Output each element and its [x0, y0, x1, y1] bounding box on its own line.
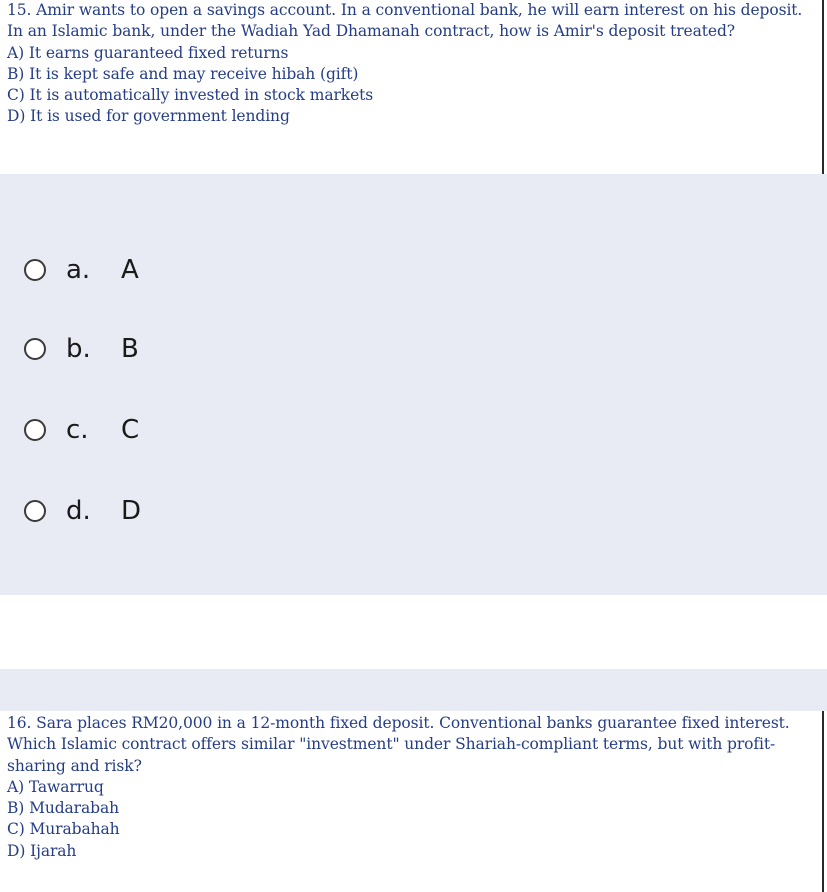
option-d[interactable]: [24, 491, 141, 531]
option-b-label: B: [121, 334, 139, 364]
question-separator: [0, 595, 827, 669]
question-16-choice-b: B) Mudarabah: [7, 799, 119, 818]
radio-button-b[interactable]: [24, 338, 46, 360]
question-16-choice-a: A) Tawarruq: [7, 777, 104, 796]
question-16-stem: 16. Sara places RM20,000 in a 12-month fixed deposit. Conventional banks guarantee fixed interest. Which Islamic contract offers similar "investment" under Shariah-compliant terms, but with profit-sharing and risk?: [7, 714, 790, 775]
option-c-label: C: [121, 415, 140, 445]
option-a-label: A: [121, 255, 139, 285]
radio-button-d[interactable]: [24, 500, 46, 522]
radio-button-a[interactable]: [24, 259, 46, 281]
question-16-text-block: [0, 711, 824, 892]
option-c-letter: c.: [66, 415, 89, 445]
answer-panel: [0, 174, 827, 595]
question-16-choice-d: D) Ijarah: [7, 841, 77, 860]
option-b-letter: b.: [66, 334, 91, 364]
option-b[interactable]: [24, 329, 139, 369]
question-15-choice-d: D) It is used for government lending: [7, 107, 290, 126]
question-15-choice-a: A) It earns guaranteed fixed returns: [7, 43, 289, 62]
question-15-text-block: [0, 0, 824, 174]
question-15-stem: 15. Amir wants to open a savings account. In a conventional bank, he will earn interest on his deposit. In an Islamic bank, under the Wadiah Yad Dhamanah contract, how is Amir's deposit treated?: [7, 1, 803, 41]
option-a[interactable]: [24, 250, 139, 290]
radio-button-c[interactable]: [24, 419, 46, 441]
question-16-panel-top: [0, 669, 827, 711]
question-16-choice-c: C) Murabahah: [7, 820, 120, 839]
option-a-letter: a.: [66, 255, 91, 285]
question-15-choice-c: C) It is automatically invested in stock markets: [7, 86, 374, 105]
question-15-choice-b: B) It is kept safe and may receive hibah (gift): [7, 64, 359, 83]
option-d-letter: d.: [66, 496, 91, 526]
option-d-label: D: [121, 496, 142, 526]
option-c[interactable]: [24, 410, 139, 450]
